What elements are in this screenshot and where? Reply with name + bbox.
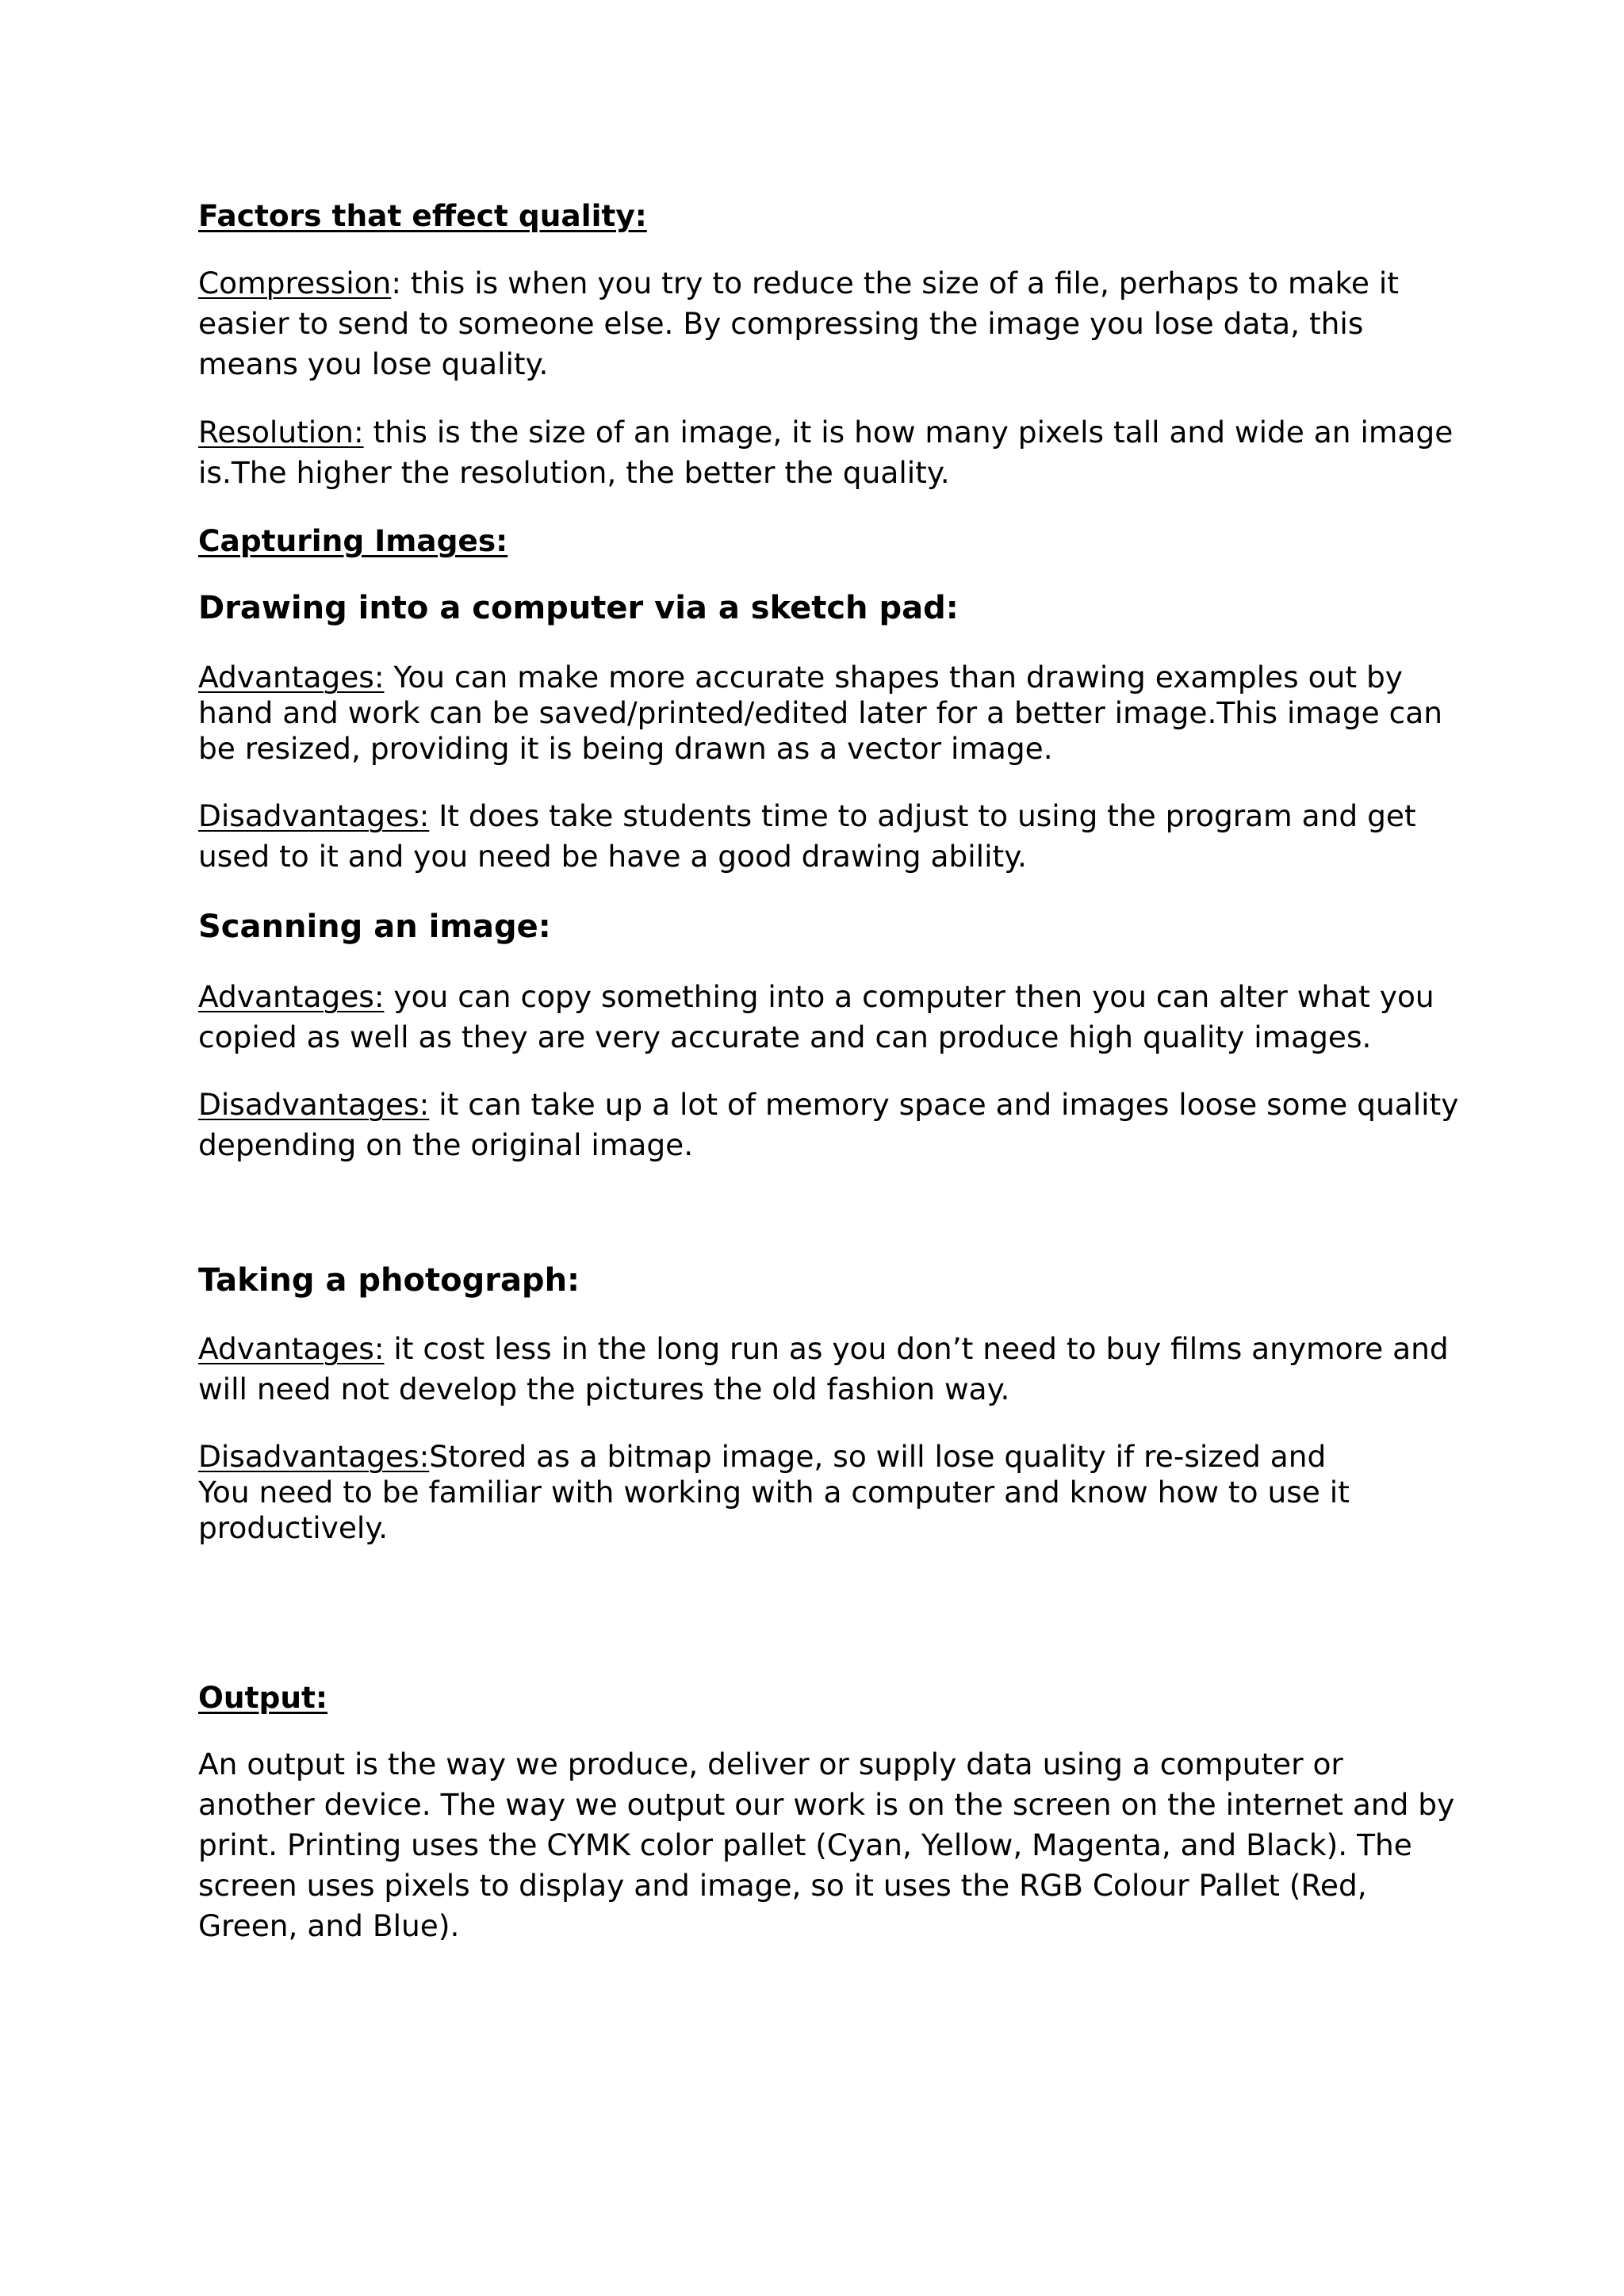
compression-paragraph (198, 263, 1435, 385)
scanning-heading: Scanning an image: (198, 909, 551, 945)
scanning-advantages (198, 977, 1435, 1058)
compression-line-2: easier to send to someone else. By compressing the image you lose data, this (198, 306, 1364, 341)
sketch-pad-heading: Drawing into a computer via a sketch pad: (198, 590, 959, 626)
photograph-disadvantages-line-3: productively. (198, 1510, 389, 1545)
resolution-line-1: this is the size of an image, it is how many pixels tall and wide an image (363, 415, 1454, 450)
factors-heading: Factors that effect quality: (198, 198, 647, 233)
sketch-pad-advantages-label: Advantages: (198, 660, 385, 695)
scanning-disadvantages-label: Disadvantages: (198, 1087, 430, 1122)
photograph-disadvantages-line-1: Stored as a bitmap image, so will lose quality if re-sized and (429, 1439, 1327, 1474)
output-line-2: another device. The way we output our work is on the screen on the internet and by (198, 1787, 1455, 1822)
photograph-disadvantages (198, 1439, 1435, 1546)
resolution-label: Resolution: (198, 415, 364, 450)
compression-label: Compression (198, 266, 392, 300)
scanning-advantages-label: Advantages: (198, 979, 385, 1014)
photograph-advantages (198, 1329, 1449, 1410)
compression-line-3: means you lose quality. (198, 346, 549, 381)
scanning-disadvantages-line-2: depending on the original image. (198, 1127, 694, 1162)
output-line-4: screen uses pixels to display and image, so it uses the RGB Colour Pallet (Red, (198, 1868, 1367, 1903)
photograph-heading: Taking a photograph: (198, 1262, 580, 1299)
sketch-pad-advantages (198, 660, 1443, 767)
sketch-pad-advantages-line-2: hand and work can be saved/printed/edited later for a better image.This image can (198, 695, 1443, 730)
sketch-pad-disadvantages-label: Disadvantages: (198, 798, 430, 833)
scanning-disadvantages (198, 1085, 1459, 1165)
sketch-pad-disadvantages-line-2: used to it and you need be have a good drawing ability. (198, 839, 1027, 874)
capturing-heading: Capturing Images: (198, 523, 508, 558)
scanning-advantages-line-2: copied as well as they are very accurate and can produce high quality images. (198, 1020, 1372, 1054)
output-heading: Output: (198, 1680, 327, 1715)
sketch-pad-disadvantages-line-1: It does take students time to adjust to using the program and get (429, 798, 1416, 833)
output-paragraph (198, 1744, 1455, 1946)
compression-line-1: : this is when you try to reduce the size of a file, perhaps to make it (391, 266, 1400, 300)
sketch-pad-advantages-line-1: You can make more accurate shapes than drawing examples out by (384, 660, 1403, 695)
output-line-1: An output is the way we produce, deliver or supply data using a computer or (198, 1747, 1343, 1781)
resolution-paragraph (198, 412, 1454, 493)
photograph-advantages-label: Advantages: (198, 1331, 385, 1366)
scanning-disadvantages-line-1: it can take up a lot of memory space and images loose some quality (429, 1087, 1459, 1122)
output-line-3: print. Printing uses the CYMK color pallet (Cyan, Yellow, Magenta, and Black). The (198, 1827, 1412, 1862)
output-line-5: Green, and Blue). (198, 1908, 460, 1943)
sketch-pad-advantages-line-3: be resized, providing it is being drawn as a vector image. (198, 731, 1053, 766)
photograph-advantages-line-1: it cost less in the long run as you don’t need to buy films anymore and (384, 1331, 1449, 1366)
photograph-disadvantages-line-2: You need to be familiar with working with a computer and know how to use it (198, 1475, 1350, 1510)
resolution-line-2: is.The higher the resolution, the better the quality. (198, 455, 950, 490)
photograph-disadvantages-label: Disadvantages: (198, 1439, 430, 1474)
photograph-advantages-line-2: will need not develop the pictures the old fashion way. (198, 1372, 1010, 1406)
scanning-advantages-line-1: you can copy something into a computer then you can alter what you (384, 979, 1434, 1014)
sketch-pad-disadvantages (198, 796, 1435, 877)
